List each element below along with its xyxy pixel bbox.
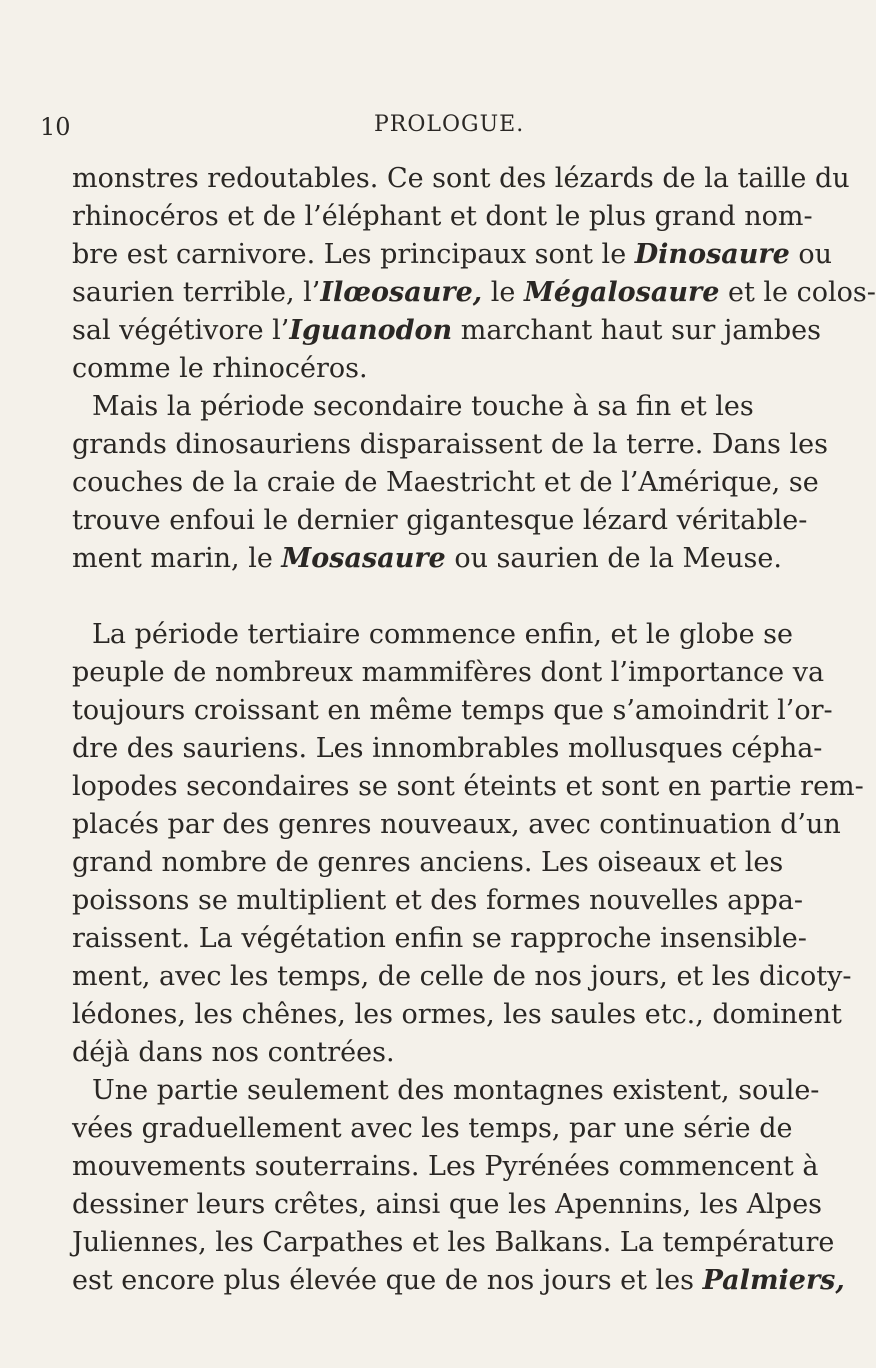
text-segment: ou saurien de la Meuse.	[445, 543, 782, 574]
taxon-name: Iguanodon	[289, 315, 453, 346]
taxon-name: Mégalosaure	[523, 277, 720, 308]
text-line	[72, 312, 822, 350]
text-segment: marchant haut sur jambes	[452, 315, 822, 346]
text-line: placés par des genres nouveaux, avec continuation d’un	[72, 809, 841, 840]
running-title: PROLOGUE.	[374, 112, 525, 137]
text-line: toujours croissant en même temps que s’amoindrit l’or-	[72, 695, 833, 726]
text-line: couches de la craie de Maestricht et de l’Amérique, se	[72, 467, 819, 498]
text-line: déjà dans nos contrées.	[72, 1037, 395, 1068]
text-line	[72, 274, 876, 312]
text-line: grand nombre de genres anciens. Les oiseaux et les	[72, 847, 784, 878]
text-line: rhinocéros et de l’éléphant et dont le plus grand nom-	[72, 201, 813, 232]
text-segment: ment marin, le	[72, 543, 282, 574]
text-line: poissons se multiplient et des formes nouvelles appa-	[72, 885, 803, 916]
text-line	[72, 1262, 845, 1300]
taxon-name: Dinosaure	[634, 239, 790, 270]
text-line	[72, 540, 782, 578]
text-line: monstres redoutables. Ce sont des lézards de la taille du	[72, 163, 850, 194]
text-line: lopodes secondaires se sont éteints et sont en partie rem-	[72, 771, 864, 802]
text-line: Juliennes, les Carpathes et les Balkans. La température	[72, 1227, 835, 1258]
text-segment: et le colos-	[719, 277, 876, 308]
text-line: Mais la période secondaire touche à sa fin et les	[92, 391, 754, 422]
text-line: comme le rhinocéros.	[72, 353, 368, 384]
taxon-name: Mosasaure	[281, 543, 446, 574]
text-segment: saurien terrible, l’	[72, 277, 321, 308]
text-segment: est encore plus élevée que de nos jours et les	[72, 1265, 703, 1296]
taxon-name: Ilœosaure,	[320, 277, 483, 308]
taxon-name: Palmiers,	[702, 1265, 845, 1296]
text-segment: ou	[789, 239, 833, 270]
text-line: ment, avec les temps, de celle de nos jours, et les dicoty-	[72, 961, 852, 992]
text-line	[72, 236, 833, 274]
text-segment: bre est carnivore. Les principaux sont le	[72, 239, 635, 270]
text-line: vées graduellement avec les temps, par une série de	[72, 1113, 793, 1144]
text-line: dre des sauriens. Les innombrables mollusques cépha-	[72, 733, 823, 764]
text-line: trouve enfoui le dernier gigantesque lézard véritable-	[72, 505, 808, 536]
body-text	[72, 160, 876, 1300]
text-line: grands dinosauriens disparaissent de la terre. Dans les	[72, 429, 828, 460]
text-line: mouvements souterrains. Les Pyrénées commencent à	[72, 1151, 819, 1182]
text-segment: le	[482, 277, 524, 308]
text-line: raissent. La végétation enfin se rapproche insensible-	[72, 923, 807, 954]
text-line: peuple de nombreux mammifères dont l’importance va	[72, 657, 825, 688]
text-line: La période tertiaire commence enfin, et le globe se	[92, 619, 793, 650]
text-segment: sal végétivore l’	[72, 315, 290, 346]
paragraph-gap	[72, 578, 720, 616]
text-line: Une partie seulement des montagnes existent, soule-	[92, 1075, 820, 1106]
text-line: lédones, les chênes, les ormes, les saules etc., dominent	[72, 999, 842, 1030]
page-number: 10	[40, 113, 71, 141]
text-line: dessiner leurs crêtes, ainsi que les Apennins, les Alpes	[72, 1189, 823, 1220]
